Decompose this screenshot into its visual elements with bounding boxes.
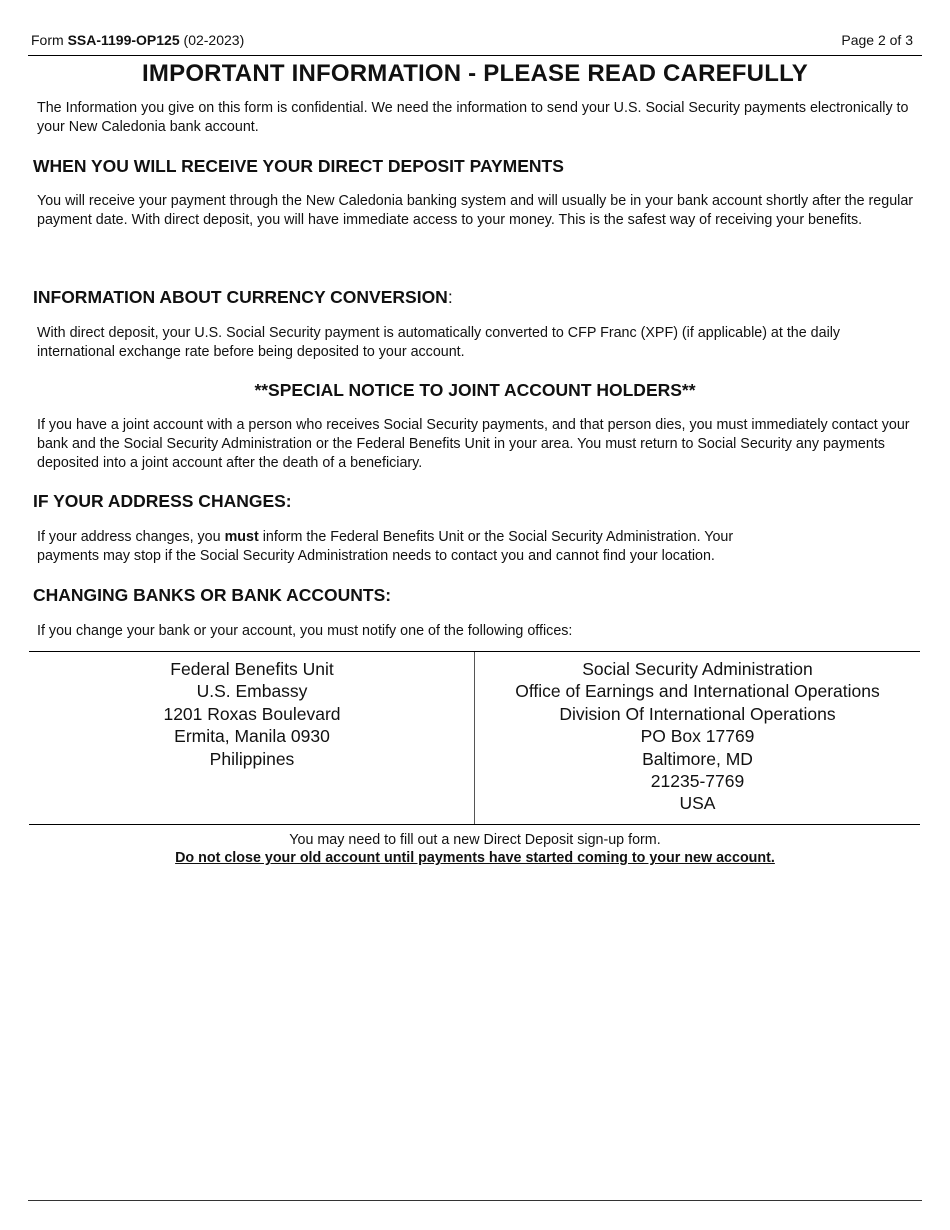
address-text-must: must — [224, 529, 259, 545]
joint-notice-paragraph: If you have a joint account with a person who receives Social Security payments, and that person dies, you must immediately contact your bank and the Social Security Administration or the Federal Benefits Unit in your area. You must return to Social Security any payments deposited into a joint account after the death of a beneficiary. — [37, 417, 910, 471]
address-line: Social Security Administration — [582, 659, 813, 679]
page-indicator: Page 2 of 3 — [841, 32, 913, 48]
address-text-after: inform the Federal Benefits Unit or the Social Security Administration. Your — [258, 529, 734, 545]
address-line: Federal Benefits Unit — [170, 659, 334, 679]
address-heading: IF YOUR ADDRESS CHANGES: — [33, 491, 292, 511]
address-line: Philippines — [209, 748, 295, 769]
address-line: Baltimore, MD — [642, 748, 753, 769]
direct-deposit-paragraph: You will receive your payment through the New Caledonia banking system and will usually be in your bank account shortly after the regular payment date. With direct deposit, you will have immediate access to your money. This is the safest way of receiving your benefits. — [37, 193, 914, 228]
address-line: Office of Earnings and International Operations — [515, 681, 880, 702]
old-account-warning: Do not close your old account until payments have started coming to your new account. — [175, 850, 775, 866]
form-id: SSA-1199-OP125 — [67, 32, 180, 48]
currency-paragraph: With direct deposit, your U.S. Social Security payment is automatically converted to CFP Franc (XPF) (if applicable) at the daily international exchange rate before being deposited to your account. — [37, 325, 841, 360]
address-line: 21235-7769 — [650, 771, 745, 792]
banks-paragraph: If you change your bank or your account, you must notify one of the following offices: — [37, 623, 573, 639]
federal-benefits-unit-address — [30, 658, 474, 770]
address-line: USA — [679, 793, 716, 814]
address-line-1 — [37, 528, 917, 547]
banks-heading: CHANGING BANKS OR BANK ACCOUNTS: — [33, 585, 392, 605]
form-date: (02-2023) — [179, 32, 245, 48]
address-line-2: payments may stop if the Social Security Administration needs to contact you and cannot find your location. — [37, 548, 715, 564]
page-title: IMPORTANT INFORMATION - PLEASE READ CAREFULLY — [142, 60, 808, 87]
address-text-before: If your address changes, you — [37, 529, 225, 545]
form-number — [31, 32, 244, 48]
address-paragraph — [37, 528, 917, 566]
signup-form-note: You may need to fill out a new Direct Deposit sign-up form. — [289, 832, 661, 848]
bottom-divider — [28, 1200, 922, 1201]
address-line: Division Of International Operations — [559, 703, 836, 724]
address-line: PO Box 17769 — [640, 726, 755, 747]
address-line: Ermita, Manila 0930 — [174, 726, 330, 747]
address-line: U.S. Embassy — [196, 681, 308, 702]
address-line: 1201 Roxas Boulevard — [163, 703, 341, 724]
form-prefix: Form — [31, 32, 68, 48]
header-divider — [28, 55, 922, 56]
joint-notice-heading: **SPECIAL NOTICE TO JOINT ACCOUNT HOLDERS** — [254, 380, 696, 400]
currency-heading — [33, 287, 453, 308]
direct-deposit-heading: WHEN YOU WILL RECEIVE YOUR DIRECT DEPOSIT PAYMENTS — [33, 156, 564, 176]
currency-heading-colon: : — [447, 287, 453, 307]
intro-paragraph: The Information you give on this form is confidential. We need the information to send your U.S. Social Security payments electronically to your New Caledonia bank account. — [37, 100, 909, 135]
currency-heading-text: INFORMATION ABOUT CURRENCY CONVERSION — [33, 287, 448, 307]
ssa-address — [475, 658, 920, 815]
